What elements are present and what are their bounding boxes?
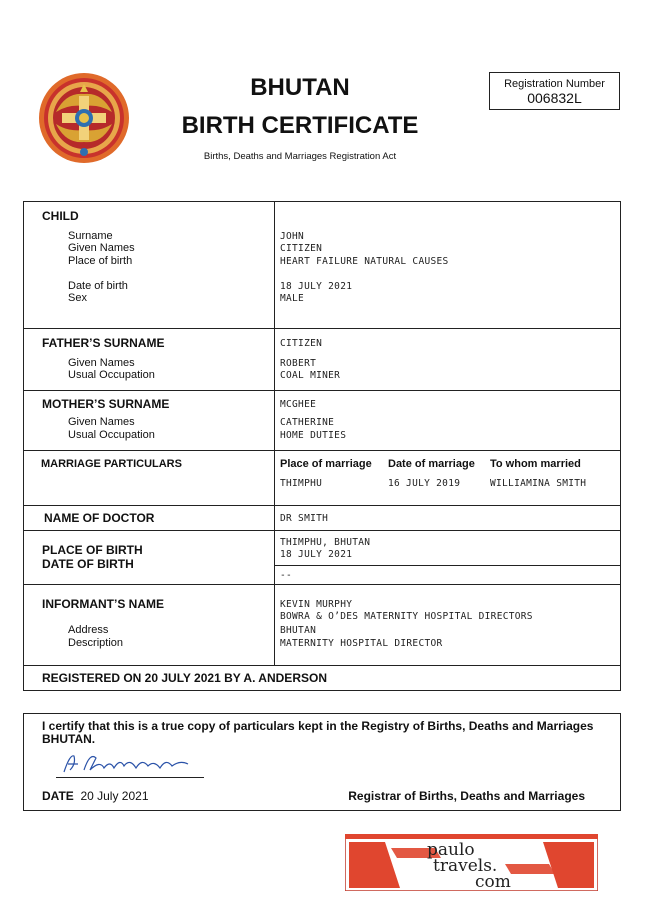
registrar-signature bbox=[60, 750, 200, 776]
row-divider bbox=[24, 584, 620, 585]
child-given-names-value: CITIZEN bbox=[280, 243, 323, 254]
mother-occupation-label: Usual Occupation bbox=[68, 429, 155, 441]
registration-number-box bbox=[489, 72, 620, 110]
date-value: 20 July 2021 bbox=[80, 789, 149, 803]
mother-surname-value: MCGHEE bbox=[280, 399, 317, 410]
surname-label: Surname bbox=[68, 230, 113, 242]
mother-heading: MOTHER’S SURNAME bbox=[42, 397, 170, 411]
date-of-birth-heading: DATE OF BIRTH bbox=[42, 557, 134, 571]
row-divider bbox=[24, 665, 620, 666]
date-of-marriage-value: 16 JULY 2019 bbox=[388, 478, 461, 489]
birth-place-value: THIMPHU, BHUTAN bbox=[280, 537, 371, 548]
certification-box bbox=[23, 713, 621, 811]
father-given-names-value: ROBERT bbox=[280, 358, 317, 369]
informant-address-line2: BHUTAN bbox=[280, 625, 317, 636]
given-names-label: Given Names bbox=[68, 242, 135, 254]
child-heading: CHILD bbox=[42, 209, 79, 223]
father-occupation-value: COAL MINER bbox=[280, 370, 341, 381]
birth-date-value: 18 JULY 2021 bbox=[280, 549, 353, 560]
country-title: BHUTAN bbox=[250, 74, 350, 101]
informant-heading: INFORMANT’S NAME bbox=[42, 597, 164, 611]
row-divider bbox=[24, 390, 620, 391]
certificate-date bbox=[42, 789, 149, 803]
watermark-line3: com bbox=[475, 872, 511, 891]
date-label: DATE bbox=[42, 789, 74, 803]
national-emblem-icon bbox=[38, 72, 130, 164]
mother-occupation-value: HOME DUTIES bbox=[280, 430, 347, 441]
father-heading: FATHER’S SURNAME bbox=[42, 336, 165, 350]
certification-statement: I certify that this is a true copy of particulars kept in the Registry of Births, Deaths and Marriages BHUTAN. bbox=[42, 719, 594, 746]
informant-description-value: MATERNITY HOSPITAL DIRECTOR bbox=[280, 638, 443, 649]
row-divider bbox=[24, 505, 620, 506]
doctor-name-value: DR SMITH bbox=[280, 513, 329, 524]
registration-number: 006832L bbox=[527, 90, 582, 106]
registration-label: Registration Number bbox=[504, 78, 605, 90]
father-given-names-label: Given Names bbox=[68, 357, 135, 369]
doctor-heading: NAME OF DOCTOR bbox=[44, 511, 155, 525]
date-of-marriage-header: Date of marriage bbox=[388, 458, 475, 470]
watermark-line2: travels. bbox=[433, 856, 498, 876]
row-divider bbox=[24, 450, 620, 451]
signature-line bbox=[56, 777, 204, 778]
row-divider bbox=[24, 530, 620, 531]
father-occupation-label: Usual Occupation bbox=[68, 369, 155, 381]
to-whom-married-value: WILLIAMINA SMITH bbox=[490, 478, 587, 489]
birth-extra-value: -- bbox=[280, 570, 293, 581]
particulars-table bbox=[23, 201, 621, 691]
row-divider bbox=[274, 565, 620, 566]
place-of-marriage-header: Place of marriage bbox=[280, 458, 372, 470]
sex-label: Sex bbox=[68, 292, 87, 304]
mother-given-names-label: Given Names bbox=[68, 416, 135, 428]
informant-address-line1: BOWRA & O’DES MATERNITY HOSPITAL DIRECTORS bbox=[280, 611, 533, 622]
place-of-marriage-value: THIMPHU bbox=[280, 478, 323, 489]
father-surname-value: CITIZEN bbox=[280, 338, 323, 349]
child-date-of-birth-value: 18 JULY 2021 bbox=[280, 281, 353, 292]
watermark-line1: paulo bbox=[427, 840, 475, 860]
document-title: BIRTH CERTIFICATE bbox=[181, 112, 419, 139]
column-divider bbox=[274, 202, 275, 665]
act-subtitle: Births, Deaths and Marriages Registration Act bbox=[203, 151, 397, 162]
description-label: Description bbox=[68, 637, 124, 649]
mother-given-names-value: CATHERINE bbox=[280, 417, 335, 428]
child-sex-value: MALE bbox=[280, 293, 305, 304]
paulo-travels-watermark bbox=[345, 834, 598, 891]
place-of-birth-heading: PLACE OF BIRTH bbox=[42, 543, 143, 557]
row-divider bbox=[24, 328, 620, 329]
informant-name-value: KEVIN MURPHY bbox=[280, 599, 353, 610]
marriage-heading: MARRIAGE PARTICULARS bbox=[41, 458, 182, 470]
date-of-birth-label: Date of birth bbox=[68, 280, 128, 292]
child-surname-value: JOHN bbox=[280, 231, 305, 242]
registered-line: REGISTERED ON 20 JULY 2021 BY A. ANDERSON bbox=[42, 671, 327, 685]
to-whom-married-header: To whom married bbox=[490, 458, 581, 470]
address-label: Address bbox=[68, 624, 109, 636]
registrar-title: Registrar of Births, Deaths and Marriages bbox=[348, 789, 585, 803]
child-place-of-birth-value: HEART FAILURE NATURAL CAUSES bbox=[280, 256, 449, 267]
place-of-birth-label: Place of birth bbox=[68, 255, 133, 267]
